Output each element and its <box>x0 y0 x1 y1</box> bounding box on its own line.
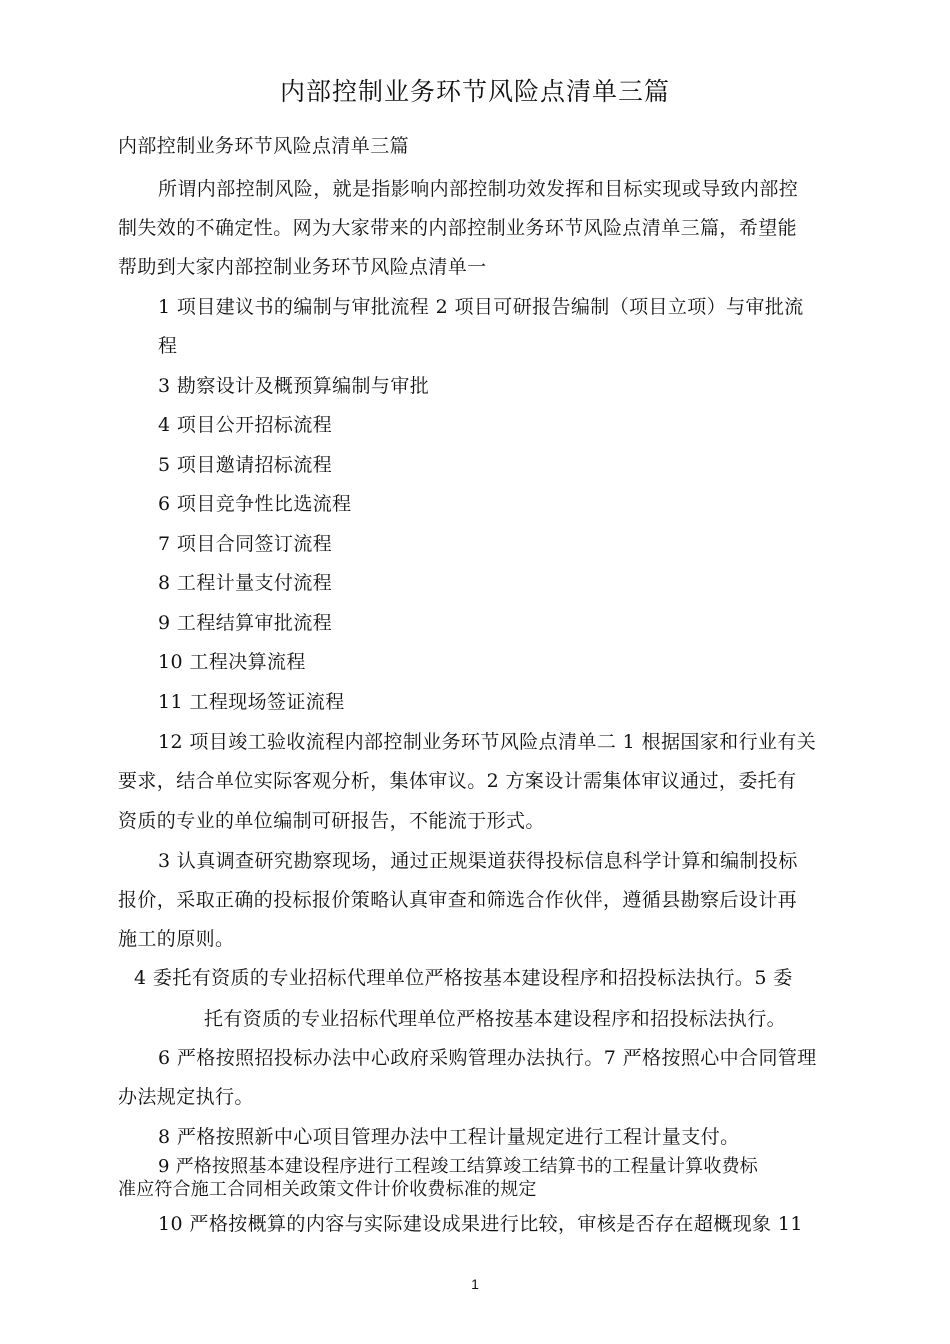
paragraph-line: 3 认真调查研究勘察现场，通过正规渠道获得投标信息科学计算和编制投标 <box>158 850 798 872</box>
list-item: 程 <box>158 335 178 357</box>
paragraph-line: 资质的专业的单位编制可研报告，不能流于形式。 <box>118 810 545 832</box>
list-item: 4 项目公开招标流程 <box>158 414 333 436</box>
list-item: 7 项目合同签订流程 <box>158 533 333 555</box>
list-item: 5 项目邀请招标流程 <box>158 454 333 476</box>
paragraph-line: 所谓内部控制风险，就是指影响内部控制功效发挥和目标实现或导致内部控 <box>158 178 799 200</box>
paragraph-line: 托有资质的专业招标代理单位严格按基本建设程序和招投标法执行。 <box>204 1008 787 1030</box>
paragraph-line: 报价，采取正确的投标报价策略认真审查和筛选合作伙伴，遵循县勘察后设计再 <box>118 889 798 911</box>
page-number: 1 <box>471 1276 479 1292</box>
list-item: 6 项目竞争性比选流程 <box>158 493 352 515</box>
paragraph-line: 6 严格按照招投标办法中心政府采购管理办法执行。7 严格按照心中合同管理 <box>158 1047 817 1069</box>
paragraph-line: 10 严格按概算的内容与实际建设成果进行比较，审核是否存在超概现象 11 <box>158 1213 803 1235</box>
list-item: 10 工程决算流程 <box>158 651 306 673</box>
paragraph-line: 办法规定执行。 <box>118 1086 254 1108</box>
paragraph-line: 9 严格按照基本建设程序进行工程竣工结算竣工结算书的工程量计算收费标 <box>158 1156 758 1177</box>
paragraph-line: 4 委托有资质的专业招标代理单位严格按基本建设程序和招投标法执行。5 委 <box>134 967 793 989</box>
list-item: 9 工程结算审批流程 <box>158 612 333 634</box>
paragraph-line: 准应符合施工合同相关政策文件计价收费标准的规定 <box>118 1179 537 1200</box>
paragraph-line: 8 严格按照新中心项目管理办法中工程计量规定进行工程计量支付。 <box>158 1126 740 1148</box>
subtitle-line: 内部控制业务环节风险点清单三篇 <box>118 135 410 157</box>
list-item: 8 工程计量支付流程 <box>158 572 333 594</box>
paragraph-line: 帮助到大家内部控制业务环节风险点清单一 <box>118 256 487 278</box>
paragraph-line: 要求，结合单位实际客观分析，集体审议。2 方案设计需集体审议通过，委托有 <box>118 770 797 792</box>
paragraph-line: 施工的原则。 <box>118 928 235 950</box>
paragraph-line: 12 项目竣工验收流程内部控制业务环节风险点清单二 1 根据国家和行业有关 <box>158 731 817 753</box>
list-item: 3 勘察设计及概预算编制与审批 <box>158 375 430 397</box>
list-item: 11 工程现场签证流程 <box>158 691 345 713</box>
list-item: 1 项目建议书的编制与审批流程 2 项目可研报告编制（项目立项）与审批流 <box>158 296 804 318</box>
document-title: 内部控制业务环节风险点清单三篇 <box>279 77 670 106</box>
paragraph-line: 制失效的不确定性。网为大家带来的内部控制业务环节风险点清单三篇，希望能 <box>118 217 798 239</box>
